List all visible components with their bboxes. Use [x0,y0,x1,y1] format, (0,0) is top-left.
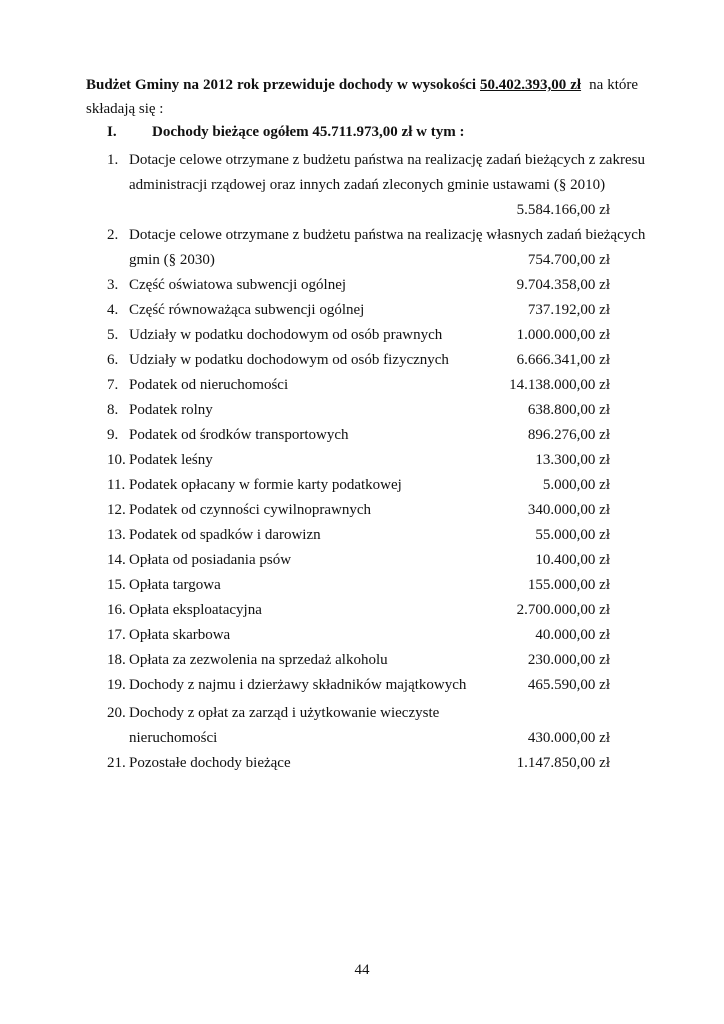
item-number: 15. [107,577,126,593]
item-number: 13. [107,527,126,543]
item-amount: 340.000,00 zł [527,502,610,518]
item-amount: 465.590,00 zł [527,677,610,693]
item-number: 2. [107,227,119,243]
list-item [107,623,610,648]
item-label: Część równoważąca subwencji ogólnej [129,302,365,318]
item-number: 1. [107,152,119,168]
section-number: I. [107,124,117,140]
item-amount: 155.000,00 zł [527,577,610,593]
item-number: 7. [107,377,119,393]
item-number: 11. [107,477,126,493]
item-number: 18. [107,652,126,668]
item-number: 17. [107,627,126,643]
item-amount: 2.700.000,00 zł [516,602,610,618]
list-item [107,298,610,323]
item-label: Opłata od posiadania psów [129,552,292,568]
list-item-continuation [107,726,610,751]
item-number: 14. [107,552,126,568]
item-label: Dochody z najmu i dzierżawy składników majątkowych [129,677,467,693]
item-number: 12. [107,502,126,518]
list-item [107,701,610,726]
item-label: Dochody z opłat za zarząd i użytkowanie wieczyste [129,705,440,721]
item-number: 21. [107,755,126,771]
list-item [107,148,645,173]
list-item [107,273,610,298]
section-title: Dochody bieżące ogółem 45.711.973,00 zł w tym : [152,124,465,140]
item-number: 16. [107,602,126,618]
item-amount: 6.666.341,00 zł [516,352,610,368]
item-label: gmin (§ 2030) [129,252,215,268]
item-label: administracji rządowej oraz innych zadań zleconych gminie ustawami (§ 2010) [129,177,606,193]
item-label: nieruchomości [129,730,218,746]
item-number: 8. [107,402,119,418]
item-label: Opłata skarbowa [129,627,231,643]
item-label: Dotacje celowe otrzymane z budżetu państwa na realizację własnych zadań bieżących [129,227,646,243]
item-amount: 230.000,00 zł [527,652,610,668]
item-amount: 1.000.000,00 zł [516,327,610,343]
item-number: 3. [107,277,119,293]
list-item [107,673,610,698]
list-item [107,548,610,573]
list-item [107,573,610,598]
list-item [107,523,610,548]
list-item [107,398,610,423]
item-amount: 638.800,00 zł [527,402,610,418]
item-label: Opłata eksploatacyjna [129,602,262,618]
item-amount: 55.000,00 zł [535,527,610,543]
list-item [107,473,610,498]
total-income: 50.402.393,00 zł [480,77,582,93]
page-number: 44 [354,962,370,978]
item-amount: 14.138.000,00 zł [509,377,610,393]
item-label: Udziały w podatku dochodowym od osób fizycznych [129,352,449,368]
list-item-amount-row [107,198,610,223]
item-label: Część oświatowa subwencji ogólnej [129,277,347,293]
item-number: 6. [107,352,119,368]
item-label: Udziały w podatku dochodowym od osób prawnych [129,327,443,343]
item-amount: 754.700,00 zł [527,252,610,268]
item-number: 19. [107,677,126,693]
item-label: Pozostałe dochody bieżące [129,755,291,771]
list-item-continuation [107,173,639,198]
list-item [107,448,610,473]
item-amount: 9.704.358,00 zł [516,277,610,293]
list-item [107,223,646,248]
list-item [107,323,610,348]
item-label: Podatek od czynności cywilnoprawnych [129,502,372,518]
item-amount: 430.000,00 zł [527,730,610,746]
item-number: 9. [107,427,119,443]
item-number: 20. [107,705,126,721]
list-item [107,751,610,776]
item-amount: 737.192,00 zł [527,302,610,318]
item-label: Opłata za zezwolenia na sprzedaż alkoholu [129,652,388,668]
intro-lead: Budżet Gminy na 2012 rok przewiduje dochody w wysokości [86,77,476,93]
item-amount: 896.276,00 zł [527,427,610,443]
item-label: Podatek od nieruchomości [129,377,289,393]
intro-paragraph [86,73,638,121]
item-label: Dotacje celowe otrzymane z budżetu państwa na realizację zadań bieżących z zakresu [129,152,645,168]
item-amount: 40.000,00 zł [535,627,610,643]
item-amount: 5.584.166,00 zł [516,202,610,218]
item-label: Podatek rolny [129,402,213,418]
list-item-continuation [107,248,610,273]
list-item [107,598,610,623]
item-amount: 5.000,00 zł [542,477,610,493]
item-number: 5. [107,327,119,343]
item-number: 4. [107,302,119,318]
item-label: Podatek od spadków i darowizn [129,527,321,543]
item-number: 10. [107,452,126,468]
list-item [107,348,610,373]
item-label: Opłata targowa [129,577,221,593]
item-label: Podatek leśny [129,452,213,468]
item-amount: 13.300,00 zł [535,452,610,468]
item-label: Podatek opłacany w formie karty podatkowej [129,477,402,493]
item-label: Podatek od środków transportowych [129,427,349,443]
intro-tail: na które składają się : [86,77,639,117]
list-item [107,423,610,448]
item-amount: 1.147.850,00 zł [516,755,610,771]
list-item [107,498,610,523]
item-amount: 10.400,00 zł [535,552,610,568]
list-item [107,648,610,673]
section-heading [107,124,464,141]
list-item [107,373,610,398]
